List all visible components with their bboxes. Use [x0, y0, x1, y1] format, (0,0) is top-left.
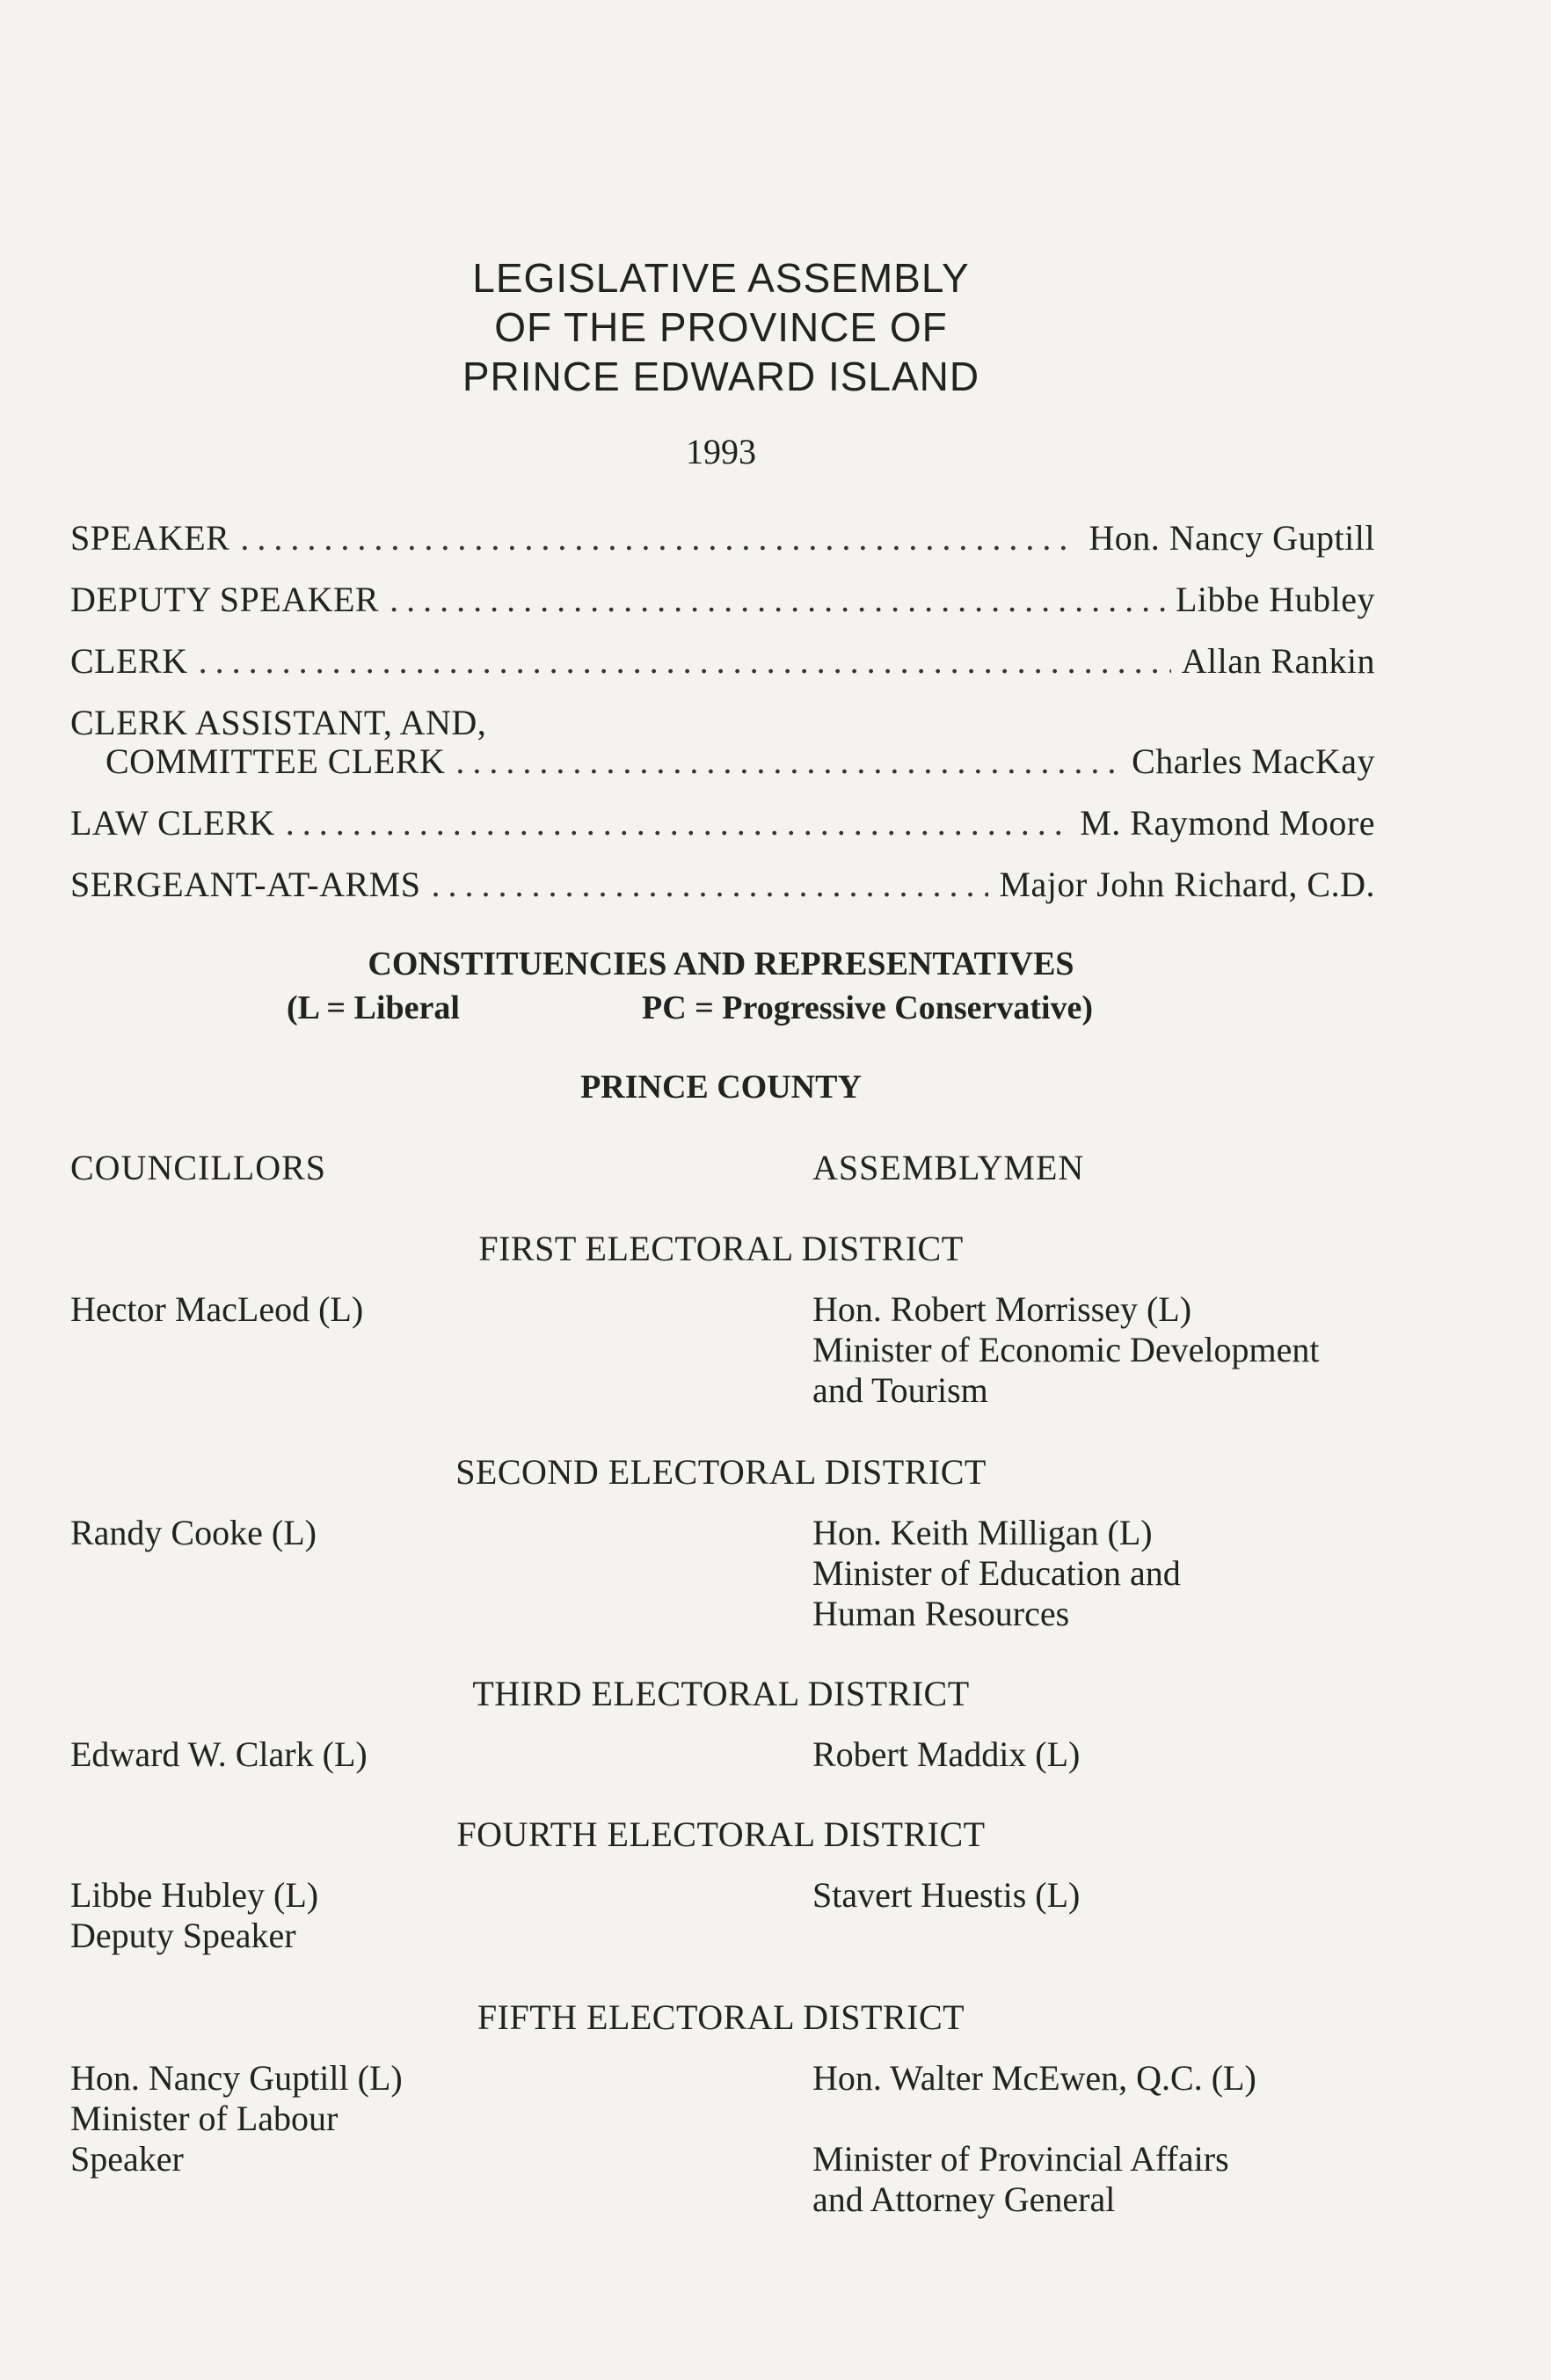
officer-row-sergeant-at-arms	[70, 864, 1375, 905]
assemblyman-name: Hon. Keith Milligan (L)	[812, 1513, 1153, 1552]
councillor-role: Speaker	[70, 2139, 184, 2179]
assemblyman-role: Human Resources	[812, 1594, 1070, 1633]
county-heading: PRINCE COUNTY	[580, 1069, 862, 1106]
officer-role: COMMITTEE CLERK	[106, 741, 446, 781]
leader-dots	[240, 517, 1078, 558]
assemblyman-entry	[812, 1289, 1481, 1411]
assemblyman-name: Hon. Robert Morrissey (L)	[812, 1289, 1192, 1329]
assemblyman-role: and Attorney General	[812, 2179, 1116, 2219]
councillor-name: Hector MacLeod (L)	[70, 1289, 364, 1329]
officer-role: CLERK	[70, 641, 188, 681]
assemblyman-role: Minister of Economic Development	[812, 1330, 1320, 1369]
officer-role-line-1: CLERK ASSISTANT, AND,	[70, 703, 487, 742]
leader-dots	[455, 741, 1121, 782]
officer-row-committee-clerk	[106, 741, 1375, 782]
assemblyman-entry	[812, 2058, 1481, 2220]
councillor-role: Deputy Speaker	[70, 1916, 296, 1955]
officer-holder: Charles MacKay	[1132, 741, 1375, 781]
legend-progressive-conservative: PC = Progressive Conservative)	[642, 989, 1094, 1026]
officer-holder: Allan Rankin	[1181, 641, 1375, 681]
assemblyman-role: Minister of Provincial Affairs	[812, 2139, 1229, 2179]
leader-dots	[199, 640, 1171, 682]
assemblyman-name: Robert Maddix (L)	[812, 1734, 1081, 1774]
assemblyman-name: Hon. Walter McEwen, Q.C. (L)	[812, 2058, 1256, 2098]
councillor-role: Minister of Labour	[70, 2099, 339, 2138]
councillor-entry	[70, 1289, 774, 1330]
assemblyman-name: Stavert Huestis (L)	[812, 1875, 1081, 1915]
assemblyman-entry	[812, 1875, 1481, 1916]
leader-dots	[431, 864, 988, 905]
assemblyman-entry	[812, 1734, 1481, 1775]
officer-row-speaker	[70, 517, 1375, 558]
district-title: FIRST ELECTORAL DISTRICT	[478, 1229, 964, 1268]
assemblyman-entry	[812, 1513, 1481, 1634]
officer-role: SERGEANT-AT-ARMS	[70, 865, 421, 904]
officer-holder: M. Raymond Moore	[1080, 803, 1375, 843]
document-year: 1993	[686, 432, 756, 471]
councillor-entry	[70, 1734, 774, 1775]
district-title: FOURTH ELECTORAL DISTRICT	[456, 1814, 986, 1854]
officer-holder: Hon. Nancy Guptill	[1089, 518, 1375, 558]
title-line-1: LEGISLATIVE ASSEMBLY	[472, 255, 970, 301]
councillor-entry	[70, 2058, 774, 2179]
officer-holder: Major John Richard, C.D.	[999, 865, 1375, 904]
officer-holder: Libbe Hubley	[1175, 580, 1375, 619]
title-line-2: OF THE PROVINCE OF	[494, 304, 948, 350]
councillors-column-heading: COUNCILLORS	[70, 1148, 327, 1187]
title-line-3: PRINCE EDWARD ISLAND	[462, 354, 980, 399]
district-title: SECOND ELECTORAL DISTRICT	[455, 1452, 987, 1492]
councillor-name: Hon. Nancy Guptill (L)	[70, 2058, 403, 2098]
leader-dots	[286, 802, 1069, 843]
spacer	[812, 2099, 1481, 2139]
assemblyman-role: and Tourism	[812, 1370, 988, 1410]
assemblyman-role: Minister of Education and	[812, 1553, 1181, 1593]
legend-liberal: (L = Liberal	[287, 989, 460, 1026]
councillor-name: Randy Cooke (L)	[70, 1513, 317, 1552]
officer-role: LAW CLERK	[70, 803, 275, 843]
constituencies-heading: CONSTITUENCIES AND REPRESENTATIVES	[368, 945, 1074, 982]
officer-role: DEPUTY SPEAKER	[70, 580, 380, 619]
district-title: FIFTH ELECTORAL DISTRICT	[477, 1997, 965, 2037]
district-title: THIRD ELECTORAL DISTRICT	[472, 1674, 970, 1713]
assemblymen-column-heading: ASSEMBLYMEN	[812, 1148, 1085, 1187]
officer-row-clerk	[70, 640, 1375, 682]
councillor-entry	[70, 1875, 774, 1956]
officer-role: SPEAKER	[70, 518, 230, 558]
document-title	[0, 253, 1442, 401]
councillor-entry	[70, 1513, 774, 1553]
councillor-name: Libbe Hubley (L)	[70, 1875, 319, 1915]
officer-row-law-clerk	[70, 802, 1375, 843]
councillor-name: Edward W. Clark (L)	[70, 1734, 368, 1774]
officer-row-deputy-speaker	[70, 579, 1375, 620]
leader-dots	[390, 579, 1165, 620]
